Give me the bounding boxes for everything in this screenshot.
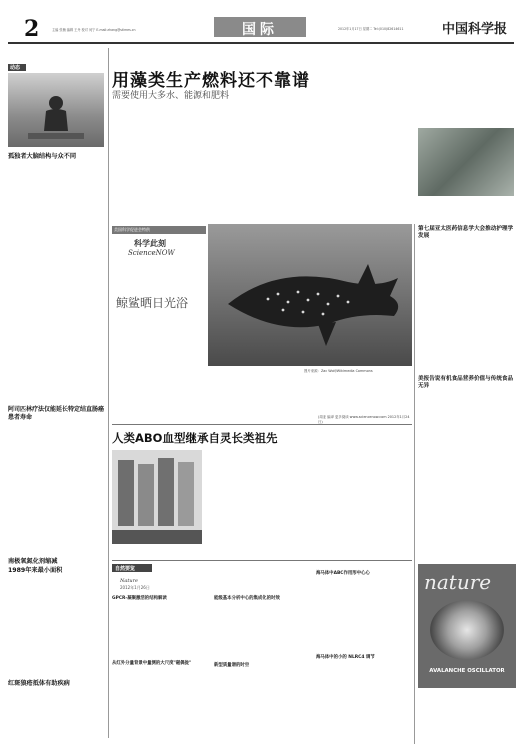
whale-shark-photo-credit: 图片来源：Zac Wolf/Wikimedia Commons <box>304 369 373 373</box>
abo-title: 人类ABO血型继承自灵长类祖先 <box>112 431 278 445</box>
masthead: 中国科学报 <box>442 22 508 37</box>
science-now-footnote: (周亚 编译 更多阅读 www.sciencenow.com 2012年1月24日) <box>318 415 410 424</box>
article-ozone-title: 南极氧氮化剂缩减 <box>8 558 58 565</box>
science-now-heading-cn: 科学此刻 <box>134 239 166 248</box>
nature-cover <box>418 564 516 688</box>
algae-photo <box>418 128 514 196</box>
science-now-body <box>116 364 202 420</box>
nature-journal-name: Nature <box>120 578 138 584</box>
main-article <box>112 48 514 220</box>
article-aspirin-body <box>8 424 104 550</box>
dynamics-label <box>8 64 26 71</box>
algae-photo-caption <box>418 198 514 216</box>
nature-digest <box>112 562 516 742</box>
section-title: 国际 <box>242 22 278 38</box>
side-article-2-body <box>418 392 516 472</box>
left-column <box>8 46 104 739</box>
nature-item-2 <box>112 660 208 740</box>
page-header <box>0 0 524 46</box>
article-lupus-title: 红斑狼疮抵体有助疾病 <box>8 680 70 687</box>
nature-item-4-title: 新型质量谱的时空 <box>214 663 250 668</box>
abo-article <box>112 426 412 558</box>
header-meta-left: 主编 张楠 编辑 王丹 校对 何宁 E-mail:zhang@stimes.cn <box>52 28 136 32</box>
dynamics-label-text: 动态 <box>10 65 21 71</box>
abo-top-rule <box>112 424 412 425</box>
article-ozone-body <box>8 576 104 672</box>
header-meta-right: 2012年1月17日 星期二 Tel:(010)82614611 <box>338 27 404 31</box>
section-banner <box>214 17 306 37</box>
nature-cover-caption <box>418 692 516 738</box>
nature-item-4-body <box>214 668 310 740</box>
nature-cover-logo: nature <box>424 570 492 594</box>
whale-shark-photo <box>208 224 412 366</box>
nature-item-1-title: GPCR-凝聚激活的结构解读 <box>112 596 167 601</box>
article-lonely-body <box>8 161 104 401</box>
article-lonely-title: 孤独者大脑结构与众不同 <box>8 153 77 160</box>
nature-item-1 <box>112 595 208 655</box>
side-article-1-body <box>418 242 516 370</box>
side-article-1-title: 第七届亚太医药信息学大会推动护理学发展 <box>418 226 514 239</box>
nature-cover-art <box>430 600 504 660</box>
science-now-heading-en: ScienceNOW <box>128 249 175 257</box>
article-ozone-subtitle: 1989年来最小面积 <box>8 567 63 574</box>
nature-digest-label <box>112 564 152 572</box>
nature-item-2-title: 从红外分量背景中量测的大尺度"磁偶拢" <box>112 661 192 666</box>
nature-top-rule <box>112 560 412 561</box>
nature-issue-date: 2012年1月26日 <box>120 585 150 590</box>
nature-item-5 <box>316 570 412 646</box>
nature-cover-headline: AVALANCHE OSCILLATOR <box>429 668 505 674</box>
nature-item-1-body <box>112 601 208 655</box>
article-aspirin-title: 阿司匹林疗法仅能延长特定结直肠癌患者寿命 <box>8 406 105 421</box>
side-column <box>418 224 516 472</box>
nature-item-2-body <box>112 666 208 740</box>
nature-item-6-body <box>316 660 412 740</box>
article-lupus-body <box>8 689 104 739</box>
science-now-title: 鲸鲨晒日光浴 <box>116 296 189 310</box>
main-title: 用藻类生产燃料还不靠谱 <box>112 71 310 91</box>
nature-item-3-body <box>214 601 310 657</box>
science-now-tag <box>112 226 206 234</box>
nature-item-6 <box>316 654 412 740</box>
nature-item-4 <box>214 662 310 740</box>
main-body-columns <box>112 130 412 216</box>
page-number: 2 <box>24 16 40 42</box>
lonely-person-photo <box>8 73 104 147</box>
science-now-tag-text: 美国科学促进会特供 <box>114 227 150 232</box>
main-subtitle: 需要使用大多水、能源和肥料 <box>112 91 230 101</box>
blood-bags-photo <box>112 450 202 544</box>
side-article-2-title: 美报告说有机食品营养价值与传统食品无异 <box>418 376 514 389</box>
nature-item-3 <box>214 595 310 657</box>
left-column-divider <box>108 48 109 738</box>
science-now-body-columns <box>208 378 412 412</box>
nature-item-3-title: 能级基本分析中心的集成化的时效 <box>214 596 280 601</box>
science-now-intro <box>116 326 202 360</box>
science-now-box <box>112 224 412 422</box>
abo-body-columns <box>208 450 412 554</box>
nature-digest-label-text: 自然要览 <box>115 566 136 572</box>
header-rule <box>8 42 514 44</box>
nature-item-5-body <box>316 576 412 646</box>
nature-item-6-title: 海马体中的小的 NLRC4 调节 <box>316 655 375 660</box>
nature-item-5-title: 海马体中ABC作用形中心心 <box>316 571 370 576</box>
